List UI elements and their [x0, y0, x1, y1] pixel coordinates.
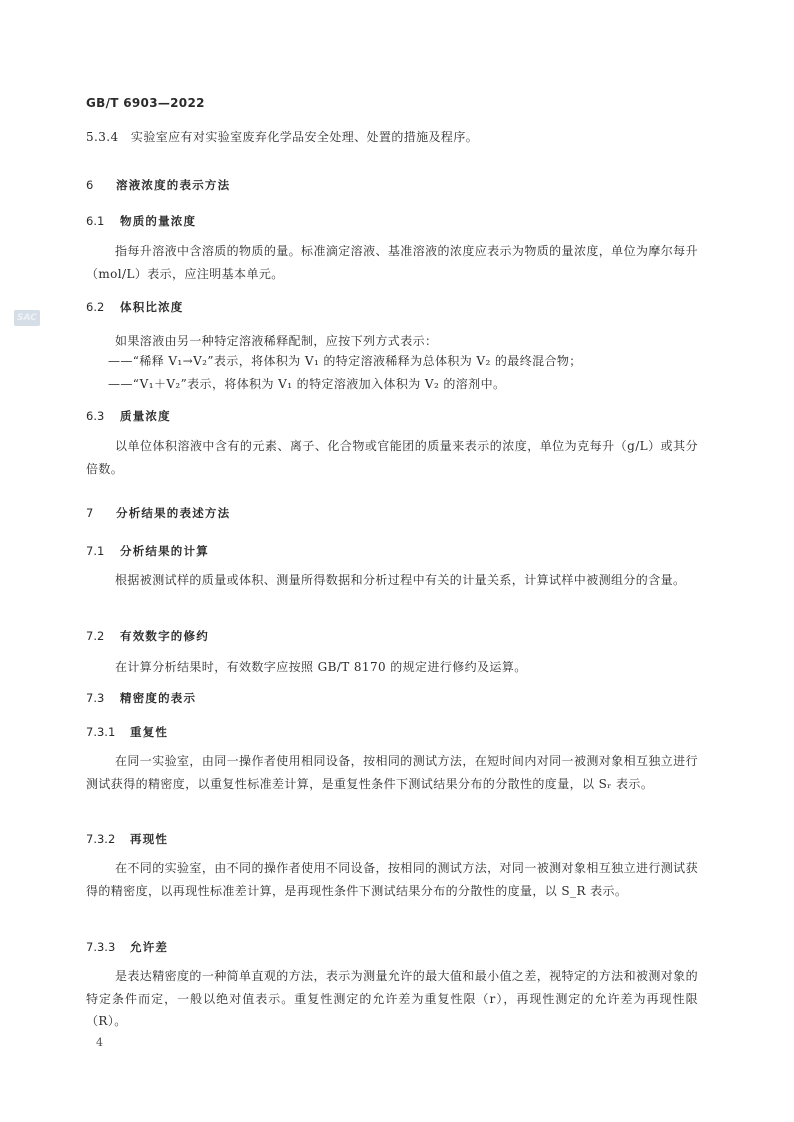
standard-code: GB/T 6903—2022	[86, 96, 205, 110]
paragraph-7-2: 在计算分析结果时，有效数字应按照 GB/T 8170 的规定进行修约及运算。	[115, 660, 527, 674]
heading-6-number: 6	[86, 178, 94, 192]
heading-7-3-1	[86, 724, 168, 740]
heading-7-2	[86, 628, 209, 644]
heading-7-3-1-number: 7.3.1	[86, 725, 116, 739]
heading-7-3-number: 7.3	[86, 691, 105, 705]
heading-7-3-title: 精密度的表示	[120, 691, 197, 705]
list-item-addition: ——“V₁＋V₂”表示，将体积为 V₁ 的特定溶液加入体积为 V₂ 的溶剂中。	[108, 377, 506, 391]
heading-7-3-2-title: 再现性	[130, 832, 169, 846]
heading-7-title: 分析结果的表述方法	[116, 506, 231, 520]
list-item-dilution: ——“稀释 V₁→V₂”表示，将体积为 V₁ 的特定溶液稀释为总体积为 V₂ 的最终混合物；	[108, 354, 582, 368]
heading-6-3	[86, 408, 171, 424]
heading-6-1-number: 6.1	[86, 214, 105, 228]
heading-7-1-number: 7.1	[86, 544, 105, 558]
heading-6-3-number: 6.3	[86, 409, 105, 423]
heading-7-3-2-number: 7.3.2	[86, 832, 116, 846]
paragraph-7-1: 根据被测试样的质量或体积、测量所得数据和分析过程中有关的计量关系，计算试样中被测组分的含量。	[115, 573, 686, 587]
heading-6	[86, 177, 230, 193]
heading-7-1	[86, 543, 209, 559]
heading-7-3-3-number: 7.3.3	[86, 940, 116, 954]
heading-7-3	[86, 690, 196, 706]
heading-6-2	[86, 299, 184, 315]
heading-7-1-title: 分析结果的计算	[120, 544, 209, 558]
heading-6-2-title: 体积比浓度	[120, 300, 184, 314]
heading-7-3-2	[86, 831, 168, 847]
sac-watermark: SAC	[14, 310, 40, 326]
paragraph-6-3: 以单位体积溶液中含有的元素、离子、化合物或官能团的质量来表示的浓度，单位为克每升（g/L）或其分倍数。	[86, 439, 698, 476]
heading-6-1-title: 物质的量浓度	[120, 214, 197, 228]
paragraph-6-1: 指每升溶液中含溶质的物质的量。标准滴定溶液、基准溶液的浓度应表示为物质的量浓度，单位为摩尔每升（mol/L）表示，应注明基本单元。	[86, 244, 698, 281]
heading-7-3-1-title: 重复性	[130, 725, 169, 739]
heading-7-2-title: 有效数字的修约	[120, 629, 209, 643]
heading-7-3-3-title: 允许差	[130, 940, 169, 954]
heading-7-2-number: 7.2	[86, 629, 105, 643]
page-number: 4	[96, 1036, 103, 1049]
paragraph-6-2-intro: 如果溶液由另一种特定溶液稀释配制，应按下列方式表示：	[115, 334, 438, 348]
heading-6-3-title: 质量浓度	[120, 409, 171, 423]
heading-6-1	[86, 213, 196, 229]
paragraph-7-3-1: 在同一实验室，由同一操作者使用相同设备，按相同的测试方法，在短时间内对同一被测对象相互独立进行测试获得的精密度，以重复性标准差计算，是重复性条件下测试结果分布的分散性的度量，以 Sᵣ 表示。	[86, 754, 698, 791]
heading-6-title: 溶液浓度的表示方法	[116, 178, 231, 192]
heading-7	[86, 505, 230, 521]
paragraph-7-3-3: 是表达精密度的一种简单直观的方法，表示为测量允许的最大值和最小值之差，视特定的方法和被测对象的特定条件而定，一般以绝对值表示。重复性测定的允许差为重复性限（r），再现性测定的允许差为再现性限（R）。	[86, 969, 698, 1029]
clause-5-3-4: 5.3.4 实验室应有对实验室废弃化学品安全处理、处置的措施及程序。	[86, 130, 479, 144]
paragraph-7-3-2: 在不同的实验室，由不同的操作者使用不同设备，按相同的测试方法，对同一被测对象相互独立进行测试获得的精密度，以再现性标准差计算，是再现性条件下测试结果分布的分散性的度量，以 S_R 表示。	[86, 861, 698, 898]
heading-7-number: 7	[86, 506, 94, 520]
heading-6-2-number: 6.2	[86, 300, 105, 314]
heading-7-3-3	[86, 939, 168, 955]
